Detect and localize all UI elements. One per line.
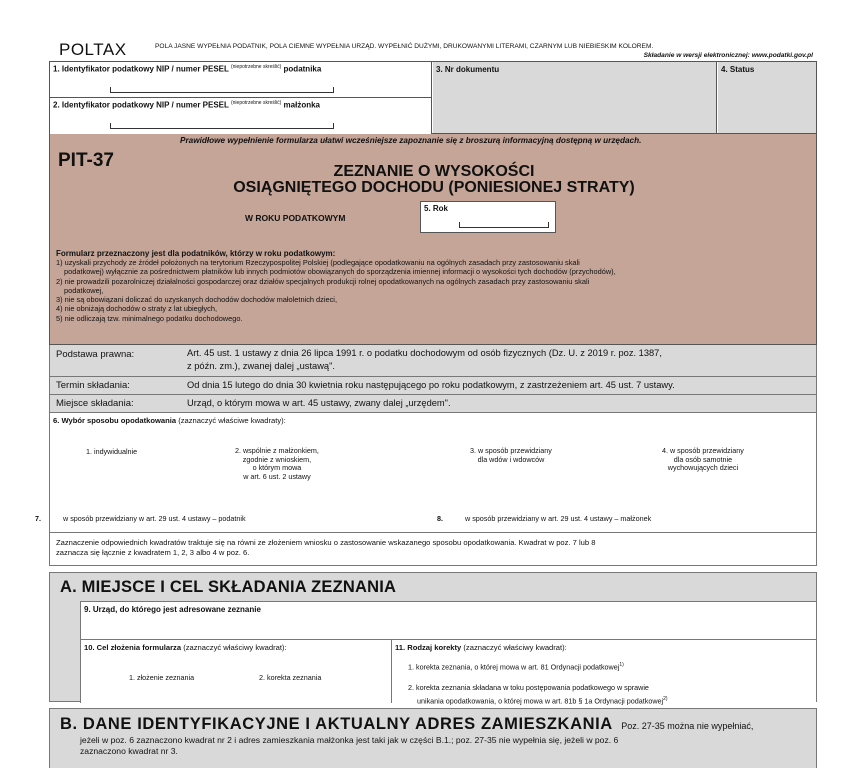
document-number-field: 3. Nr dokumentu (433, 62, 717, 133)
year-field[interactable] (420, 201, 556, 233)
purpose-option-filing[interactable]: 1. złożenie zeznania (129, 673, 195, 682)
year-input-cells[interactable] (459, 222, 549, 228)
purpose-item: 3) nie są obowiązani doliczać do uzyskanych dochodów dochodów małoletnich dzieci, (56, 295, 338, 305)
purpose-item: 4) nie obniżają dochodów o straty z lat ubiegłych, (56, 304, 218, 314)
nip-spouse-input-cells[interactable] (110, 123, 334, 129)
form-code: PIT-37 (58, 150, 114, 171)
correction-type-field (392, 639, 816, 703)
electronic-filing-note: Składanie w wersji elektronicznej: www.podatki.gov.pl (643, 52, 813, 59)
section-a-title: A. MIEJSCE I CEL SKŁADANIA ZEZNANIA (60, 578, 397, 596)
nip-field-spouse[interactable] (50, 98, 432, 135)
filing-place-label: Miejsce składania: (56, 398, 134, 409)
purpose-item: 1) uzyskali przychody ze źródeł położonych na terytorium Rzeczypospolitej Polskiej (podlegające opodatkowaniu na ogólnych zasadach przy zastosowaniu skali (56, 258, 580, 267)
field-2-label: 2. Identyfikator podatkowy NIP / numer PESEL $^{(niepotrzebne skreślić)}$ małżonka (53, 100, 320, 110)
pit37-header-block (49, 134, 817, 345)
legal-basis-row (49, 345, 817, 377)
header-instructions: POLA JASNE WYPEŁNIA PODATNIK, POLA CIEMNE WYPEŁNIA URZĄD. WYPEŁNIĆ DUŻYMI, DRUKOWANYMI LITERAMI, CZARNYM LUB NIEBIESKIM KOLOREM. (155, 43, 654, 50)
section-b (49, 708, 817, 768)
purpose-field (80, 639, 392, 703)
section-b-title: B. DANE IDENTYFIKACYJNE I AKTUALNY ADRES ZAMIESZKANIA (60, 715, 613, 733)
method-option-joint[interactable]: 2. wspólnie z małżonkiem, zgodnie z wnioskiem, o którym mowa w art. 6 ust. 2 ustawy (235, 446, 319, 481)
correction-option-art81b[interactable]: 2. korekta zeznania składana w toku postępowania podatkowego w sprawie unikania opodatkowania, o której mowa w art. 81b § 1a Ordynacji podatkowej$^{2)}$ (408, 683, 668, 705)
year-field-label: 5. Rok (424, 204, 449, 213)
identification-block (49, 61, 817, 134)
form-title-line2: OSIĄGNIĘTEGO DOCHODU (PONIESIONEJ STRATY) (233, 179, 635, 196)
purpose-item: podatkowej, (64, 285, 104, 295)
intro-note: Prawidłowe wypełnienie formularza ułatwi wcześniejsze zapoznanie się z broszurą informacyjną dostępną w urzędach. (180, 136, 642, 145)
filing-term-label: Termin składania: (56, 380, 130, 391)
method-option-individual[interactable]: 1. indywidualnie (86, 447, 138, 456)
nip-field-taxpayer[interactable] (50, 62, 432, 98)
poltax-logo: POLTAX (59, 40, 127, 59)
method-option-single-parent[interactable]: 4. w sposób przewidziany dla osób samotnie wychowujących dzieci (662, 446, 744, 473)
section-b-note-line2: jeżeli w poz. 6 zaznaczono kwadrat nr 2 i adres zamieszkania małżonka jest taki jak w części B.1.; poz. 27-35 nie wypełnia się, jeżeli w poz. 6 (80, 735, 619, 745)
status-field: 4. Status (718, 62, 816, 133)
nip-input-cells[interactable] (110, 87, 334, 93)
purpose-heading: Formularz przeznaczony jest dla podatników, którzy w roku podatkowym: (56, 249, 336, 258)
filing-term-text: Od dnia 15 lutego do dnia 30 kwietnia roku następującego po roku podatkowym, z zastrzeżeniem art. 45 ust. 7 ustawy. (187, 380, 675, 390)
section-a (49, 572, 817, 705)
legal-basis-text2: z późn. zm.), zwanej dalej „ustawą". (187, 361, 335, 371)
legal-basis-label: Podstawa prawna: (56, 349, 135, 360)
purpose-item: podatkowej) wyłącznie za pośrednictwem płatników lub innych podmiotów obowiązanych do sporządzenia imiennej informacji o wysokości tych dochodów (przychodów), (64, 267, 616, 277)
filing-place-text: Urząd, o którym mowa w art. 45 ustawy, zwany dalej „urzędem". (187, 398, 451, 408)
legal-basis-text1: Art. 45 ust. 1 ustawy z dnia 26 lipca 1991 r. o podatku dochodowym od osób fizycznych (Dz. U. z 2019 r. poz. 1387, (187, 348, 662, 358)
field-6-label: 6. Wybór sposobu opodatkowania (zaznaczyć właściwe kwadraty): (53, 416, 286, 425)
method-option-widow[interactable]: 3. w sposób przewidziany dla wdów i wdowców (470, 446, 552, 464)
section-b-note-inline: Poz. 27-35 można nie wypełniać, (621, 721, 754, 731)
method-option-art29-taxpayer[interactable]: 7. w sposób przewidziany w art. 29 ust. 4 ustawy – podatnik (35, 514, 246, 523)
filing-term-row (49, 377, 817, 395)
section-b-heading (60, 715, 753, 734)
field-9-label: 9. Urząd, do którego jest adresowane zeznanie (84, 605, 261, 614)
taxation-method-section (35, 413, 817, 533)
filing-place-row (49, 395, 817, 413)
purpose-list (56, 258, 816, 323)
method-note: Zaznaczenie odpowiednich kwadratów traktuje się na równi ze złożeniem wniosku o zastosowanie wskazanego sposobu opodatkowania. Kwadrat w poz. 7 lub 8 zaznacza się łącznie z kwadratem 1, 2, 3 albo 4 w poz. 6. (49, 533, 817, 566)
field-10-label: 10. Cel złożenia formularza (zaznaczyć właściwy kwadrat): (84, 643, 287, 652)
section-b-note-line3: zaznaczono kwadrat nr 3. (80, 746, 178, 756)
field-11-label: 11. Rodzaj korekty (zaznaczyć właściwy kwadrat): (395, 643, 567, 652)
purpose-item: 2) nie prowadzili pozarolniczej działalności gospodarczej oraz działów specjalnych produkcji rolnej opodatkowanych na ogólnych zasadach przy zastosowaniu skali (56, 276, 590, 286)
purpose-option-correction[interactable]: 2. korekta zeznania (259, 673, 322, 682)
method-option-art29-spouse[interactable]: 8. w sposób przewidziany w art. 29 ust. 4 ustawy – małżonek (437, 514, 652, 523)
tax-year-label: W ROKU PODATKOWYM (245, 213, 346, 223)
form-title-line1: ZEZNANIE O WYSOKOŚCI (333, 163, 535, 180)
field-1-label: 1. Identyfikator podatkowy NIP / numer PESEL $^{(niepotrzebne skreślić)}$ podatnika (53, 64, 322, 74)
tax-office-field[interactable] (80, 601, 816, 639)
purpose-item: 5) nie odliczają tzw. minimalnego podatku dochodowego. (56, 313, 243, 323)
correction-option-art81[interactable]: 1. korekta zeznania, o której mowa w art. 81 Ordynacji podatkowej$^{1)}$ (408, 662, 624, 672)
